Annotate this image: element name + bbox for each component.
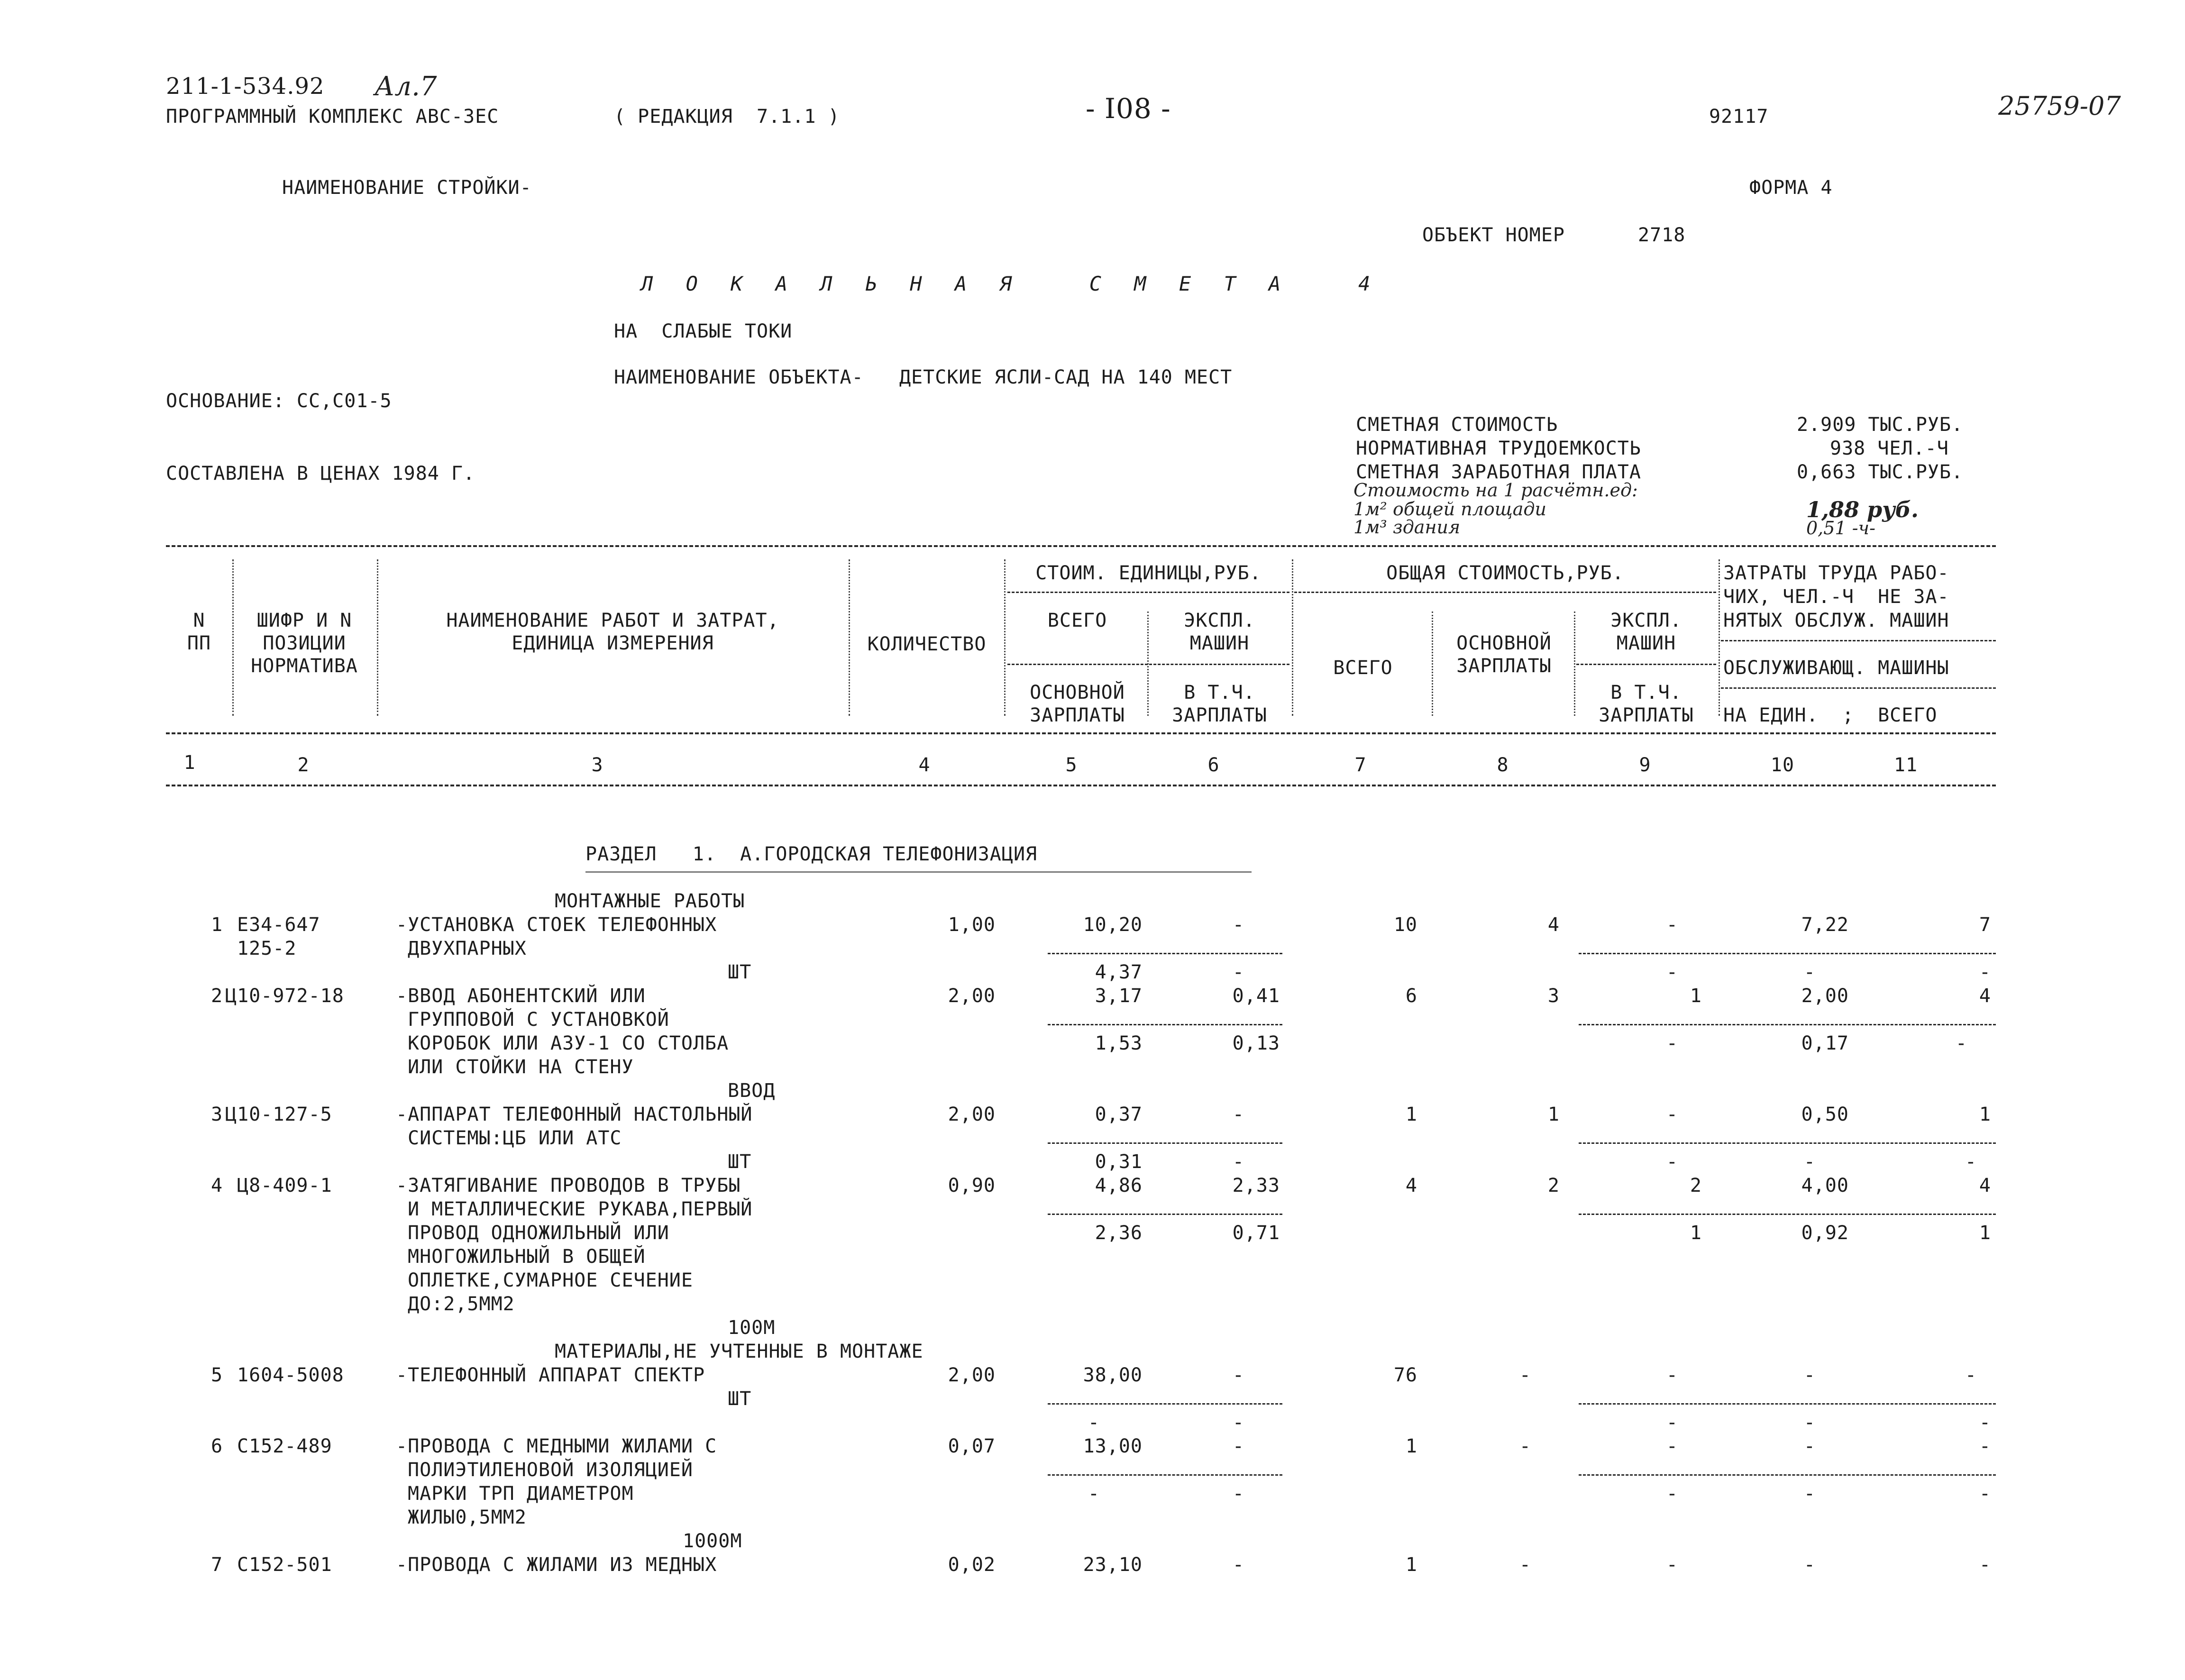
row5-c9a: -	[1666, 1364, 1678, 1386]
construction-label: НАИМЕНОВАНИЕ СТРОЙКИ-	[282, 177, 532, 199]
summary-value-cost: 2.909 ТЫС.РУБ.	[1797, 414, 1964, 436]
col-num-3: 3	[591, 754, 603, 776]
row2-c7: 6	[1405, 985, 1417, 1007]
doc-code: 211-1-534.92	[166, 73, 325, 100]
header-rule-unitcost	[1007, 592, 1289, 593]
row2-c6a: 0,41	[1232, 985, 1280, 1007]
row7-c8: -	[1519, 1554, 1531, 1576]
row6-c9b: -	[1666, 1483, 1678, 1505]
row3-rule-5-6	[1048, 1142, 1282, 1144]
form-label: ФОРМА 4	[1749, 177, 1833, 199]
row2-name-2: ГРУППОВОЙ С УСТАНОВКОЙ	[408, 1009, 669, 1031]
row4-code: Ц8-409-1	[237, 1175, 332, 1196]
th-total-cost: ОБЩАЯ СТОИМОСТЬ,РУБ.	[1386, 562, 1624, 584]
th-total-machines: МАШИН	[1616, 632, 1676, 654]
header-rule-totalcost	[1294, 592, 1716, 593]
row4-c7: 4	[1405, 1175, 1417, 1196]
col-sep-8	[1574, 612, 1575, 716]
row1-c9a: -	[1666, 914, 1678, 936]
row6-c11b: -	[1979, 1483, 1991, 1505]
row5-c5a: 38,00	[1083, 1364, 1143, 1386]
row4-name-4: МНОГОЖИЛЬНЫЙ В ОБЩЕЙ	[408, 1246, 646, 1268]
row5-c11b: -	[1979, 1412, 1991, 1433]
row4-rule-9-11	[1579, 1214, 1996, 1215]
row5-rule-5-6	[1048, 1403, 1282, 1405]
row1-c6a: -	[1232, 914, 1244, 936]
row2-c10a: 2,00	[1801, 985, 1849, 1007]
row4-c10b: 0,92	[1801, 1222, 1849, 1244]
row5-c5b: -	[1088, 1412, 1100, 1433]
th-labor-2: ЧИХ, ЧЕЛ.-Ч НЕ ЗА-	[1723, 586, 1949, 608]
handwritten-note-line3: 1м³ здания	[1353, 517, 1461, 538]
col-num-7: 7	[1354, 754, 1367, 776]
row5-rule-9-11	[1579, 1403, 1996, 1405]
row3-c7: 1	[1405, 1104, 1417, 1125]
code-92117: 92117	[1709, 106, 1769, 128]
row2-n: 2	[211, 985, 223, 1007]
row6-rule-5-6	[1048, 1474, 1282, 1476]
row5-code: 1604-5008	[237, 1364, 344, 1386]
summary-value-labor: 938 ЧЕЛ.-Ч	[1830, 438, 1949, 459]
handwritten-note-line2: 1м² общей площади	[1353, 499, 1546, 520]
row5-c10a: -	[1803, 1364, 1816, 1386]
th-total-expl: ЭКСПЛ.	[1610, 610, 1682, 631]
col-num-10: 10	[1770, 754, 1795, 776]
col-num-9: 9	[1639, 754, 1651, 776]
row3-name-1: -АППАРАТ ТЕЛЕФОННЫЙ НАСТОЛЬНЫЙ	[396, 1104, 753, 1125]
row4-qty: 0,90	[948, 1175, 996, 1196]
th-total-incl: В Т.Ч.	[1610, 682, 1682, 703]
th-labor-3: НЯТЫХ ОБСЛУЖ. МАШИН	[1723, 610, 1949, 631]
summary-label-cost: СМЕТНАЯ СТОИМОСТЬ	[1356, 414, 1558, 436]
row4-c6a: 2,33	[1232, 1175, 1280, 1196]
row1-name-1: -УСТАНОВКА СТОЕК ТЕЛЕФОННЫХ	[396, 914, 717, 936]
row4-c9b: 1	[1690, 1222, 1702, 1244]
row4-c9a: 2	[1690, 1175, 1702, 1196]
row6-c8: -	[1519, 1435, 1531, 1457]
row6-rule-9-11	[1579, 1474, 1996, 1476]
handwritten-value1: 1,88 руб.	[1806, 497, 1919, 522]
col-num-bottom-rule	[166, 785, 1996, 786]
stamp-number: 25759-07	[1998, 91, 2121, 121]
row6-c10a: -	[1803, 1435, 1816, 1457]
row1-code2: 125-2	[237, 938, 297, 959]
col-sep-6	[1292, 559, 1293, 716]
page-number: - I08 -	[1086, 92, 1171, 125]
row5-n: 5	[211, 1364, 223, 1386]
row2-name-4: ИЛИ СТОЙКИ НА СТЕНУ	[408, 1056, 634, 1078]
row7-c9a: -	[1666, 1554, 1678, 1576]
col-sep-9	[1719, 559, 1720, 716]
row6-unit: 1000М	[683, 1530, 742, 1552]
prices-label: СОСТАВЛЕНА В ЦЕНАХ 1984 Г.	[166, 463, 475, 484]
subsection-materials: МАТЕРИАЛЫ,НЕ УЧТЕННЫЕ В МОНТАЖЕ	[555, 1341, 923, 1362]
row4-c10a: 4,00	[1801, 1175, 1849, 1196]
row6-c6a: -	[1232, 1435, 1244, 1457]
row4-c6b: 0,71	[1232, 1222, 1280, 1244]
object-name: НАИМЕНОВАНИЕ ОБЪЕКТА- ДЕТСКИЕ ЯСЛИ-САД НА 140 МЕСТ	[614, 366, 1233, 388]
summary-label-pay: СМЕТНАЯ ЗАРАБОТНАЯ ПЛАТА	[1356, 461, 1641, 483]
row2-unit: ВВОД	[728, 1080, 776, 1102]
row2-c11b: -	[1955, 1032, 1967, 1054]
program-edition: ( РЕДАКЦИЯ 7.1.1 )	[614, 106, 840, 128]
row5-c11a: -	[1965, 1364, 1977, 1386]
row2-code: Ц10-972-18	[225, 985, 344, 1007]
subsection-installation: МОНТАЖНЫЕ РАБОТЫ	[555, 890, 745, 912]
row7-c11a: -	[1979, 1554, 1991, 1576]
row4-c5a: 4,86	[1095, 1175, 1143, 1196]
row3-c6a: -	[1232, 1104, 1244, 1125]
row2-name-3: КОРОБОК ИЛИ АЗУ-1 СО СТОЛБА	[408, 1032, 729, 1054]
row4-name-5: ОПЛЕТКЕ,СУМАРНОЕ СЕЧЕНИЕ	[408, 1269, 693, 1291]
row1-rule-9-11	[1579, 953, 1996, 954]
row1-unit: ШТ	[728, 961, 752, 983]
section-title: РАЗДЕЛ 1. А.ГОРОДСКАЯ ТЕЛЕФОНИЗАЦИЯ	[585, 843, 1038, 865]
col-num-4: 4	[918, 754, 931, 776]
header-bottom-rule	[166, 732, 1996, 734]
basis-label: ОСНОВАНИЕ: СС,С01-5	[166, 390, 392, 412]
row5-c7: 76	[1393, 1364, 1417, 1386]
row3-c10b: -	[1803, 1151, 1816, 1173]
row1-c11a: 7	[1979, 914, 1991, 936]
row2-rule-5-6	[1048, 1024, 1282, 1025]
th-labor-4: ОБСЛУЖИВАЮЩ. МАШИНЫ	[1723, 657, 1949, 679]
row5-c10b: -	[1803, 1412, 1816, 1433]
row1-code: Е34-647	[237, 914, 320, 936]
row2-name-1: -ВВОД АБОНЕНТСКИЙ ИЛИ	[396, 985, 646, 1007]
row5-c9b: -	[1666, 1412, 1678, 1433]
row1-c9b: -	[1666, 961, 1678, 983]
row5-name-1: -ТЕЛЕФОННЫЙ АППАРАТ СПЕКТР	[396, 1364, 705, 1386]
row2-rule-9-11	[1579, 1024, 1996, 1025]
row7-code: С152-501	[237, 1554, 332, 1576]
row1-name-2: ДВУХПАРНЫХ	[408, 938, 527, 959]
th-labor-1: ЗАТРАТЫ ТРУДА РАБО-	[1723, 562, 1949, 584]
col-num-8: 8	[1497, 754, 1509, 776]
header-top-rule	[166, 545, 1996, 547]
th-quantity: КОЛИЧЕСТВО	[867, 633, 987, 655]
row1-qty: 1,00	[948, 914, 996, 936]
row5-c6b: -	[1232, 1412, 1244, 1433]
row7-c5a: 23,10	[1083, 1554, 1143, 1576]
row3-c10a: 0,50	[1801, 1104, 1849, 1125]
th-code: ШИФР И N ПОЗИЦИИ НОРМАТИВА	[251, 610, 358, 677]
row6-qty: 0,07	[948, 1435, 996, 1457]
row4-unit: 100М	[728, 1317, 776, 1339]
row3-c8: 1	[1547, 1104, 1560, 1125]
handwritten-note-line1: Стоимость на 1 расчётн.ед:	[1353, 480, 1638, 501]
row6-n: 6	[211, 1435, 223, 1457]
document-subtitle: НА СЛАБЫЕ ТОКИ	[614, 320, 793, 342]
col-sep-4	[1004, 559, 1006, 716]
row3-c5a: 0,37	[1095, 1104, 1143, 1125]
section-underline	[585, 871, 1252, 873]
row1-c5b: 4,37	[1095, 961, 1143, 983]
row7-c7: 1	[1405, 1554, 1417, 1576]
row1-c5a: 10,20	[1083, 914, 1143, 936]
row4-name-1: -ЗАТЯГИВАНИЕ ПРОВОДОВ В ТРУБЫ	[396, 1175, 741, 1196]
summary-value-pay: 0,663 ТЫС.РУБ.	[1797, 461, 1964, 483]
row5-qty: 2,00	[948, 1364, 996, 1386]
row7-c10a: -	[1803, 1554, 1816, 1576]
header-rule-labor-1	[1721, 640, 1996, 641]
col-num-1: 1	[183, 752, 196, 774]
row4-rule-5-6	[1048, 1214, 1282, 1215]
th-unit-all: ВСЕГО	[1047, 610, 1107, 631]
row6-name-2: ПОЛИЭТИЛЕНОВОЙ ИЗОЛЯЦИЕЙ	[408, 1459, 693, 1481]
row6-name-1: -ПРОВОДА С МЕДНЫМИ ЖИЛАМИ С	[396, 1435, 717, 1457]
row6-c5b: -	[1088, 1483, 1100, 1505]
row1-c10b: -	[1803, 961, 1816, 983]
handwritten-value2: 0,51 -ч-	[1806, 518, 1876, 539]
th-labor-5: НА ЕДИН. ; ВСЕГО	[1723, 704, 1938, 726]
summary-label-labor: НОРМАТИВНАЯ ТРУДОЕМКОСТЬ	[1356, 438, 1641, 459]
th-unit-incl: В Т.Ч.	[1184, 682, 1255, 703]
row1-c8: 4	[1547, 914, 1560, 936]
row2-c9b: -	[1666, 1032, 1678, 1054]
row7-name-1: -ПРОВОДА С ЖИЛАМИ ИЗ МЕДНЫХ	[396, 1554, 717, 1576]
th-unit-base: ОСНОВНОЙ	[1030, 682, 1125, 703]
album-label: Ал.7	[375, 71, 437, 102]
row6-c11a: -	[1979, 1435, 1991, 1457]
row1-n: 1	[211, 914, 223, 936]
row1-c10a: 7,22	[1801, 914, 1849, 936]
row6-c7: 1	[1405, 1435, 1417, 1457]
row3-rule-9-11	[1579, 1142, 1996, 1144]
col-sep-7	[1432, 612, 1433, 716]
row3-c9b: -	[1666, 1151, 1678, 1173]
row2-c8: 3	[1547, 985, 1560, 1007]
row3-c11b: -	[1965, 1151, 1977, 1173]
th-total-all: ВСЕГО	[1333, 657, 1393, 679]
row4-c5b: 2,36	[1095, 1222, 1143, 1244]
row1-c6b: -	[1232, 961, 1244, 983]
th-total-incl-pay: ЗАРПЛАТЫ	[1599, 704, 1694, 726]
row6-name-4: ЖИЛЫ0,5ММ2	[408, 1507, 527, 1528]
row2-c10b: 0,17	[1801, 1032, 1849, 1054]
col-num-5: 5	[1065, 754, 1078, 776]
th-unit-cost: СТОИМ. ЕДИНИЦЫ,РУБ.	[1035, 562, 1262, 584]
row2-c5a: 3,17	[1095, 985, 1143, 1007]
row6-code: С152-489	[237, 1435, 332, 1457]
row7-qty: 0,02	[948, 1554, 996, 1576]
row3-qty: 2,00	[948, 1104, 996, 1125]
th-unit-incl-pay: ЗАРПЛАТЫ	[1172, 704, 1267, 726]
row1-c7: 10	[1393, 914, 1417, 936]
row2-c11a: 4	[1979, 985, 1991, 1007]
row2-c6b: 0,13	[1232, 1032, 1280, 1054]
col-sep-3	[849, 559, 850, 716]
col-num-2: 2	[297, 754, 310, 776]
row4-name-6: ДО:2,5ММ2	[408, 1293, 515, 1315]
row4-c11a: 4	[1979, 1175, 1991, 1196]
row6-c5a: 13,00	[1083, 1435, 1143, 1457]
row3-unit: ШТ	[728, 1151, 752, 1173]
col-num-11: 11	[1893, 754, 1918, 776]
row1-c11b: -	[1979, 961, 1991, 983]
row4-name-2: И МЕТАЛЛИЧЕСКИЕ РУКАВА,ПЕРВЫЙ	[408, 1198, 753, 1220]
th-number: N ПП	[187, 610, 211, 654]
document-title: Л О К А Л Ь Н А Я С М Е Т А 4	[641, 272, 1381, 295]
object-label: ОБЪЕКТ НОМЕР	[1422, 224, 1565, 246]
row5-c6a: -	[1232, 1364, 1244, 1386]
th-total-base: ОСНОВНОЙ	[1456, 632, 1552, 654]
row3-name-2: СИСТЕМЫ:ЦБ ИЛИ АТС	[408, 1127, 622, 1149]
th-total-pay: ЗАРПЛАТЫ	[1456, 655, 1552, 677]
row5-unit: ШТ	[728, 1388, 752, 1410]
th-unit-machines: МАШИН	[1189, 632, 1250, 654]
row3-c5b: 0,31	[1095, 1151, 1143, 1173]
row6-c10b: -	[1803, 1483, 1816, 1505]
object-number: 2718	[1638, 224, 1686, 246]
row1-rule-5-6	[1048, 953, 1282, 954]
row4-n: 4	[211, 1175, 223, 1196]
th-unit-expl: ЭКСПЛ.	[1184, 610, 1255, 631]
col-num-6: 6	[1207, 754, 1220, 776]
row7-n: 7	[211, 1554, 223, 1576]
row3-c9a: -	[1666, 1104, 1678, 1125]
th-name: НАИМЕНОВАНИЕ РАБОТ И ЗАТРАТ, ЕДИНИЦА ИЗМЕРЕНИЯ	[446, 610, 779, 654]
header-rule-unitcost-2	[1007, 664, 1289, 665]
row7-c6a: -	[1232, 1554, 1244, 1576]
row4-c8: 2	[1547, 1175, 1560, 1196]
th-unit-pay: ЗАРПЛАТЫ	[1030, 704, 1125, 726]
row3-c6b: -	[1232, 1151, 1244, 1173]
header-rule-labor-2	[1721, 687, 1996, 689]
row5-c8: -	[1519, 1364, 1531, 1386]
row2-qty: 2,00	[948, 985, 996, 1007]
program-name: ПРОГРАММНЫЙ КОМПЛЕКС АВС-ЗЕС	[166, 106, 499, 128]
row4-c11b: 1	[1979, 1222, 1991, 1244]
row6-name-3: МАРКИ ТРП ДИАМЕТРОМ	[408, 1483, 634, 1505]
row3-n: 3	[211, 1104, 223, 1125]
header-rule-machines	[1576, 664, 1716, 665]
row6-c9a: -	[1666, 1435, 1678, 1457]
row2-c5b: 1,53	[1095, 1032, 1143, 1054]
row2-c9a: 1	[1690, 985, 1702, 1007]
row3-code: Ц10-127-5	[225, 1104, 332, 1125]
row3-c11a: 1	[1979, 1104, 1991, 1125]
col-sep-2	[377, 559, 378, 716]
row4-name-3: ПРОВОД ОДНОЖИЛЬНЫЙ ИЛИ	[408, 1222, 669, 1244]
row6-c6b: -	[1232, 1483, 1244, 1505]
